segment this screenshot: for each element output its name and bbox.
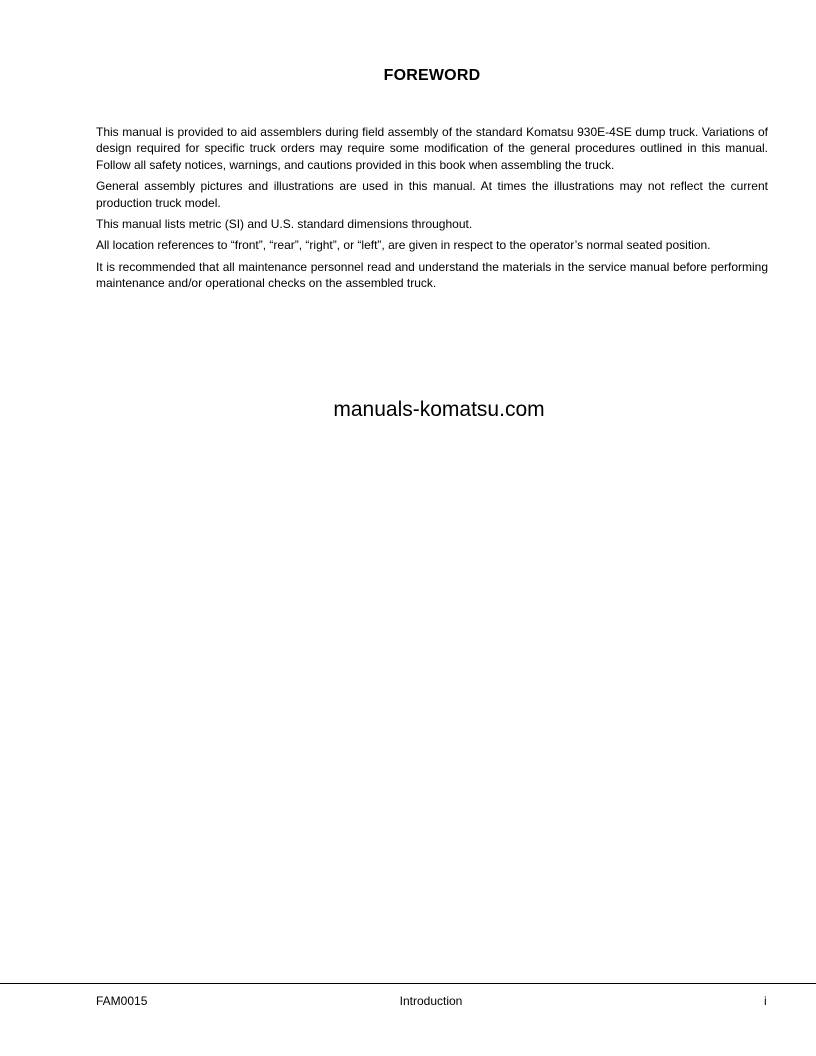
paragraph-location-references: All location references to “front”, “rear”, “right”, or “left”, are given in respect to the operator’s normal seated position. — [96, 238, 711, 253]
paragraph-recommendation: It is recommended that all maintenance personnel read and understand the materials in the service manual before performing maintenance and/or operational checks on the assembled truck. — [96, 259, 768, 291]
page-title: FOREWORD — [383, 67, 481, 84]
footer-divider — [0, 983, 816, 984]
paragraph-illustrations: General assembly pictures and illustrations are used in this manual. At times the illustrations may not reflect the current production truck model. — [96, 179, 768, 210]
paragraph-purpose: This manual is provided to aid assemblers during field assembly of the standard Komatsu 930E-4SE dump truck. Variations of design required for specific truck orders may require some modification of the general procedures outlined in this manual. Follow all safety notices, warnings, and cautions provided in this book when assembling the truck. — [96, 125, 768, 172]
footer-section-name: Introduction — [399, 994, 463, 1008]
paragraph-units: This manual lists metric (SI) and U.S. standard dimensions throughout. — [96, 217, 473, 232]
foreword-body — [96, 124, 768, 297]
footer-page-number: i — [764, 994, 767, 1008]
watermark-text: manuals-komatsu.com — [333, 398, 545, 421]
footer-document-code: FAM0015 — [96, 994, 148, 1008]
